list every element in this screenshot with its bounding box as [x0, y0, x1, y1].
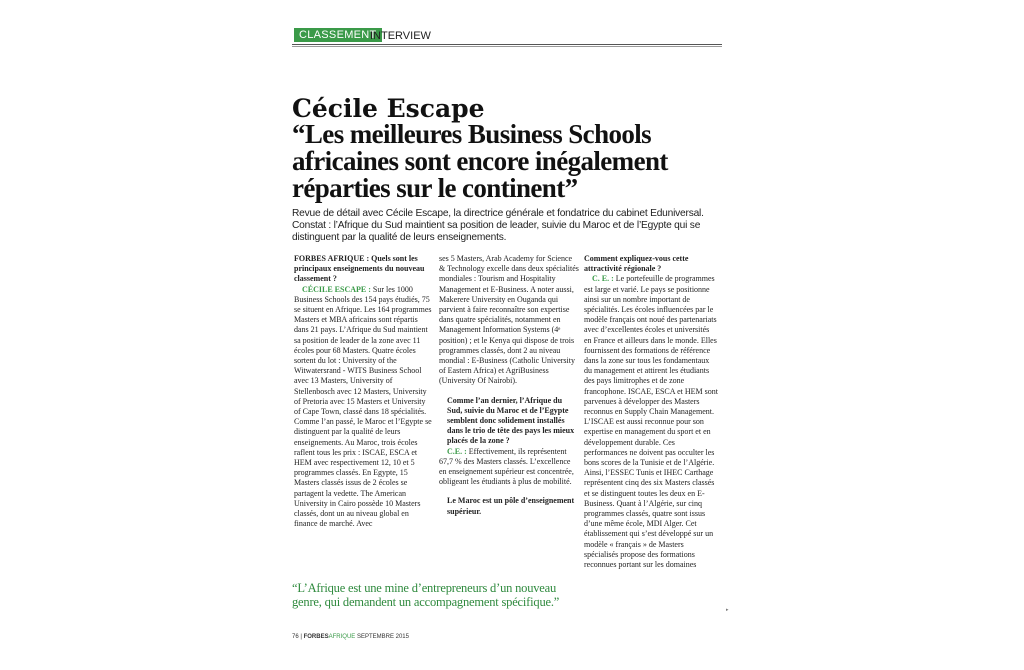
article-headline: “Les meilleures Business Schools africaines sont encore inégalement réparties sur le continent” [292, 119, 668, 203]
speaker-label: C.E. : [447, 446, 467, 456]
header-rule [292, 44, 722, 45]
question-2 [439, 396, 579, 447]
footer-issue: SEPTEMBRE 2015 [356, 634, 409, 640]
speaker-label: C. E. : [592, 274, 614, 284]
page-footer [292, 633, 592, 641]
speaker-label: CÉCILE ESCAPE : [302, 284, 371, 294]
pull-quote: “L’Afrique est une mine d’entrepreneurs d’un nouveau genre, qui demandent un accompagnement spécifique.” [292, 581, 560, 609]
section-subtitle: INTERVIEW [370, 30, 431, 42]
answer-2 [439, 447, 579, 488]
question-2-text: Comme l’an dernier, l’Afrique du Sud, suivie du Maroc et de l’Egypte semblent donc solidement installés dans le trio de tête des pays les mieux placés de la zone ? [447, 395, 575, 446]
footer-separator: | [300, 634, 302, 640]
text-column-3 [584, 254, 718, 624]
subheading [439, 496, 579, 516]
answer-3-text: Le portefeuille de programmes est large et varié. Le pays se positionne ainsi sur un nombre important de spécialités. Les écoles influencées par le modèle français ont noué des partenariats avec d’excellentes écoles et universités en France et ailleurs dans le monde. Elles fournissent des formations de référence dans la zone sur tous les fondamentaux du management et attirent les étudiants des pays limitrophes et de zone francophone. ISCAE, ESCA et HEM sont parvenues à développer des Masters reconnus en Supply Chain Management. L’ISCAE est aussi reconnue pour son expertise en management du sport et en développement durable. Ces performances ne doivent pas occulter les bons scores de la Tunisie et de l’Algérie. Ainsi, l’ESSEC Tunis et IHEC Carthage représentent cinq des six Masters classés et se distinguent toutes les deux en E-Business. Quant à l’Algérie, sur cinq programmes classés, quatre sont issus d’une même école, MDI Alger. Cet établissement qui s’est développé sur un modèle « français » de Masters spécialisés propose des formations reconnues portant sur les domaines [584, 274, 718, 570]
section-badge: CLASSEMENT [294, 28, 382, 42]
footer-brand: FORBES [303, 634, 329, 640]
footer-brand-suffix: AFRIQUE [328, 634, 356, 640]
header-rule-secondary [292, 46, 722, 47]
page-number: 76 [292, 634, 299, 640]
continue-marker: ▸ [726, 607, 729, 613]
question-3: Comment expliquez-vous cette attractivité régionale ? [584, 254, 689, 274]
question-1: FORBES AFRIQUE : Quels sont les principaux enseignements du nouveau classement ? [294, 254, 425, 284]
answer-1-text: Sur les 1000 Business Schools des 154 pays étudiés, 75 se situent en Afrique. Les 164 programmes Masters et MBA africains sont répartis dans 21 pays. L’Afrique du Sud maintient sa position de leader de la zone avec 11 écoles pour 68 Masters. Quatre écoles sortent du lot : University of the Witwatersrand - WITS Business School avec 13 Masters, University of Stellenbosch avec 12 Masters, University of Pretoria avec 15 Masters et University of Cape Town, classé dans 18 spécialités. Comme l’an passé, le Maroc et l’Egypte se distinguent par la qualité de leurs enseignements. Au Maroc, trois écoles raflent tous les prix : ISCAE, ESCA et HEM avec respectivement 12, 10 et 5 programmes classés. En Egypte, 15 Masters classés issus de 2 écoles se partagent la vedette. The American University in Cairo possède 10 Masters classés, dont un au niveau global en finance de marché. Avec [294, 284, 432, 529]
answer-1 [294, 285, 434, 530]
section-header [292, 28, 724, 48]
interviewee-name: Cécile Escape [292, 94, 485, 123]
answer-3 [584, 274, 718, 570]
subheading-text: Le Maroc est un pôle d’enseignement supérieur. [447, 496, 575, 516]
text-column-1 [294, 254, 434, 594]
answer-1-continued: ses 5 Masters, Arab Academy for Science & Technology excelle dans deux spécialités mondiales : Tourism and Hospitality Management et E-Business. A noter aussi, Makerere University en Ouganda qui parvient à faire reconnaître son expertise dans quatre spécialités, notamment en Management Information Systems (4ᵉ position) ; et le Kenya qui dispose de trois programmes classés, dont 2 au niveau mondial : E-Business (Catholic University of Eastern Africa) et AgriBusiness (University Of Nairobi). [439, 254, 579, 386]
article-deck: Revue de détail avec Cécile Escape, la directrice générale et fondatrice du cabinet Eduniversal. Constat : l’Afrique du Sud maintient sa position de leader, suivie du Maroc et de l’Egypte qui se distinguent par la qualité de leurs enseignements. [292, 208, 704, 243]
text-column-2 [439, 254, 579, 594]
magazine-page [292, 28, 729, 658]
answer-2-text: Effectivement, ils représentent 67,7 % des Masters classés. L’excellence en enseignement supérieur est concentrée, obligeant les étudiants à plus de mobilité. [439, 446, 574, 487]
